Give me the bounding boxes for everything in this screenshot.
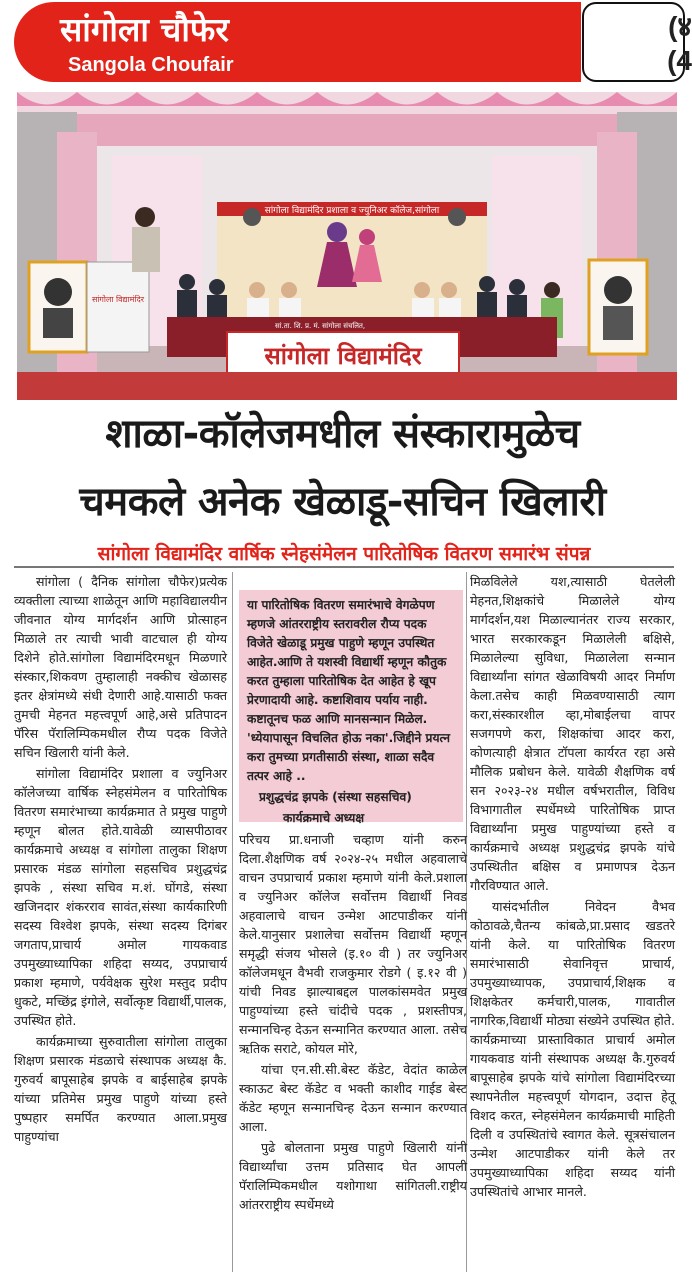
issue-number-line-2: (4 — [667, 45, 692, 76]
headline-line-1: शाळा-कॉलेजमधील संस्कारामुळेच — [105, 411, 580, 457]
podium-text: सांगोला विद्यामंदिर — [91, 295, 145, 304]
paragraph: पुढे बोलताना प्रमुख पाहुणे खिलारी यांनी विद्यार्थ्यांचा उत्तम प्रतिसाद घेत आपली पॅरालिम्पिकमधील यशोगाथा सांगितली.राष्ट्रीय आंतरराष्ट्रीय स्पर्धेमध्ये — [239, 1140, 467, 1212]
newspaper-title: सांगोला चौफेर — [60, 10, 229, 49]
subheadline: सांगोला विद्यामंदिर वार्षिक स्नेहसंमेलन पारितोषिक वितरण समारंभ संपन्न — [97, 543, 591, 565]
pull-quote-text: या पारितोषिक वितरण समारंभाचे वेगळेपण म्हणजे आंतरराष्ट्रीय स्तरावरील रौप्य पदक विजेते खेळाडू प्रमुख पाहुणे म्हणून उपस्थित आहेत.आणि ते यशस्वी विद्यार्थी म्हणून कौतुक करत तुम्हाला पारितोषिक देत आहेत हे खूप प्रेरणादायी आहे. कष्टाशिवाय पर्याय नाही. कष्टातूनच फळ आणि मानसन्मान मिळेल. 'ध्येयापासून विचलित होऊ नका'.जिद्दीने प्रयत्न करा तुमच्या प्रगतीसाठी संस्था, शाळा सदैव तत्पर आहे .. — [247, 598, 451, 783]
issue-number-line-1: (४ — [668, 11, 692, 42]
paragraph: यांचा एन.सी.सी.बेस्ट कॅडेट, वेदांत काळेल स्काऊट बेस्ट कॅडेट व भक्ती काशीद गाईड बेस्ट कॅडेट म्हणून सन्मानचिन्ह देऊन सन्मान करण्यात आला. — [239, 1062, 467, 1134]
newspaper-subtitle: Sangola Choufair — [68, 54, 234, 76]
masthead-banner — [14, 2, 581, 82]
paragraph: यासंदर्भातील निवेदन वैभव कोठावळे,चैतन्य कांबळे,प्रा.प्रसाद खडतरे यांनी केले. या पारितोषिक वितरण समारंभासाठी सेवानिवृत्त प्राचार्य, उपमुख्याध्यापक, उपप्राचार्य,शिक्षक व शिक्षकेतर कर्मचारी,पालक, गावातील नागरिक,विद्यार्थी मोठ्या संख्येने उपस्थित होते. कार्यक्रमाच्या प्रास्ताविकात प्राचार्य अमोल गायकवाड यांनी संस्थापक अध्यक्ष कै.गुरुवर्य बापूसाहेब झपके यांचे सांगोला विद्यामंदिरच्या स्थापनेतील महत्त्वपूर्ण योगदान, उदात्त हेतू विशद करत, स्नेहसंमेलन कार्यक्रमाची माहिती दिली व उपस्थितांचे स्वागत केले. सूत्रसंचालन उन्मेश आटपाडीकर यांनी केले तर उपमुख्याध्यापिका शहिदा सय्यद यांनी उपस्थितांचे आभार मानले. — [470, 899, 675, 1199]
masthead — [14, 2, 692, 84]
pull-quote-box — [239, 590, 463, 825]
headline-line-2: चमकले अनेक खेळाडू-सचिन खिलारी — [79, 479, 606, 525]
paragraph: सांगोला विद्यामंदिर प्रशाला व ज्युनिअर कॉलेजच्या वार्षिक स्नेहसंमेलन व पारितोषिक वितरण समारंभाच्या कार्यक्रमात ते प्रमुख पाहुणे म्हणून बोलत होते.यावेळी व्यासपीठावर कार्यक्रमाचे अध्यक्ष व सांगोला तालुका शिक्षण प्रसारक मंडळ सांगोला सहसचिव प्रशुद्धचंद्र झपके , संस्था सचिव म.शं. घोंगडे, संस्था खजिनदार शंकरराव सावंत,संस्था कार्यकारिणी सदस्य विश्वेश झपके, संस्था सदस्य दिगंबर जगताप,प्राचार्य अमोल गायकवाड उपमुख्याध्यापिका शहिदा सय्यद, उपप्राचार्य प्रकाश म्हमाणे, पर्यवेक्षक सुरेश मस्तुद प्रदीप धुकटे, मच्छिंद्र इंगोले, सर्वोत्कृष्ट विद्यार्थी,पालक, उपस्थित होते. — [14, 766, 227, 1028]
paragraph: सांगोला ( दैनिक सांगोला चौफेर)प्रत्येक व्यक्तीला त्याच्या शाळेतून आणि महाविद्यालयीन जीवनात योग्य मार्गदर्शन आणि प्रोत्साहन मिळाले तर त्याची भावी वाटचाल ही योग्य दिशेने होते.सांगोला विद्यामंदिरमधून मिळणारे संस्कार,शिकवण तुम्हालाही नक्कीच खेळासह इतर क्षेत्रांमध्ये संधी देणारी आहे.यासाठी फक्त तुमची मेहनत महत्त्वपूर्ण आहे,असे प्रतिपादन पॅरिस पॅरालिम्पिकमधील रौप्य पदक विजेते सचिन खिलारी यांनी केले. — [14, 574, 227, 760]
paragraph: कार्यक्रमाच्या सुरुवातीला सांगोला तालुका शिक्षण प्रसारक मंडळाचे संस्थापक अध्यक्ष कै. गुरुवर्य बापूसाहेब झपके व बाईसाहेब झपके यांच्या प्रतिमेस प्रमुख पाहुणे यांच्या हस्ते पुष्पहार समर्पित करण्यात आला.प्रमुख पाहुण्यांचा — [14, 1034, 227, 1144]
paragraph: मिळविलेले यश,त्यासाठी घेतलेली मेहनत,शिक्षकांचे मिळालेले योग्य मार्गदर्शन,यश मिळाल्यानंतर राज्य सरकार, भारत सरकारकडून मिळालेली बक्षिसे, मिळालेल्या सुविधा, मिळालेला सन्मान विद्यार्थ्यांना सांगत खेळाविषयी आदर निर्माण केला.तसेच काही मिळवण्यासाठी त्याग करा,संस्कारशील व्हा,मोबाईलचा वापर सजगपणे करा, शिक्षकांचा आदर करा, कोणत्याही क्षेत्रात टॉपला कार्यरत रहा असे मौलिक प्रबोधन केले. यावेळी शैक्षणिक वर्ष सन २०२३-२४ मधील वर्षभरातील, विविध विभागातील स्पर्धेमध्ये पारितोषिक प्राप्त विद्यार्थ्यांना प्रमुख पाहुण्यांच्या हस्ते व कार्यक्रमाचे अध्यक्ष प्रशुद्धचंद्र झपके यांचे उपस्थितीत बक्षिस व प्रमाणपत्र देऊन गौरविण्यात आले. — [470, 574, 675, 893]
issue-number-box — [582, 2, 692, 82]
divider-rule — [14, 566, 674, 568]
article-column-3 — [470, 572, 675, 1203]
quote-signature-role: कार्यक्रमाचे अध्यक्ष — [283, 811, 365, 825]
event-photo — [17, 92, 677, 400]
table-small-text: सां.ता. शि. प्र. मं. सांगोला संचलित, — [275, 322, 366, 330]
quote-signature-name: प्रशुद्धचंद्र झपके (संस्था सहसचिव) — [259, 790, 412, 804]
article-column-1 — [14, 572, 227, 1148]
stage-sign-text: सांगोला विद्यामंदिर — [264, 342, 422, 370]
paragraph: परिचय प्रा.धनाजी चव्हाण यांनी करुन दिला.शैक्षणिक वर्ष २०२४-२५ मधील अहवालाचे वाचन उपप्राचार्य प्रकाश म्हमाणे यांनी केले.प्रशाला व ज्युनिअर कॉलेज सर्वोत्तम विद्यार्थी निवड अहवालाचे वाचन उन्मेश आटपाडीकर यांनी केले.यानुसार प्रशालेचा सर्वोत्तम विद्यार्थी म्हणून समृद्धी संजय भोसले (इ.१० वी ) तर ज्युनिअर कॉलेजमधून वैभवी राजकुमार रोडगे ( इ.१२ वी ) यांची निवड झाल्याबद्दल पालकांसमवेत प्रमुख पाहुण्यांच्या हस्ते चांदीचे पदक , प्रशस्तीपत्र, सन्मानचिन्ह देऊन सन्मानित करण्यात आला. तसेच ऋतिक सराटे, कोयल मोरे, — [239, 832, 467, 1056]
column-divider — [232, 572, 233, 1272]
article-column-2 — [239, 830, 467, 1216]
banner-text: सांगोला विद्यामंदिर प्रशाला व ज्युनिअर कॉलेज,सांगोला — [264, 206, 440, 216]
stage-scene — [17, 92, 677, 400]
